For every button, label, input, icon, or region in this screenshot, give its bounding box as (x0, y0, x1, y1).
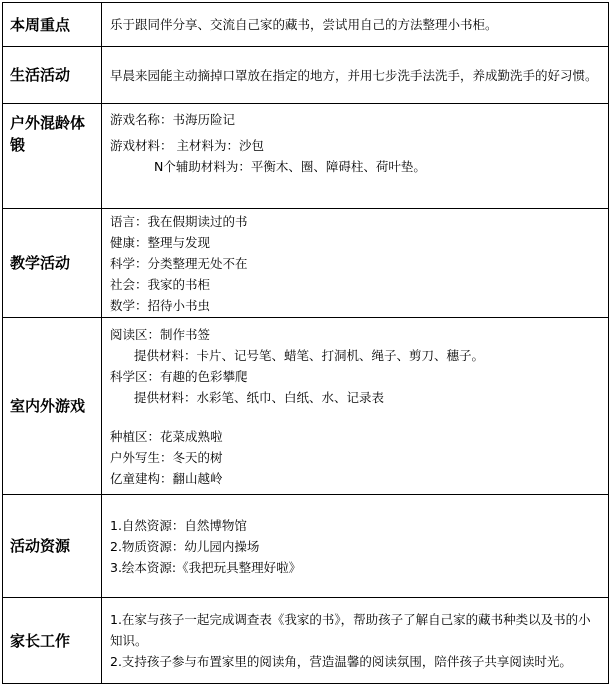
row-resources (3, 495, 609, 598)
list-item: 语言：我在假期读过的书 (110, 213, 248, 229)
row-outdoor (3, 104, 609, 209)
life-text: 早晨来园能主动摘掉口罩放在指定的地方，并用七步洗手法洗手，养成勤洗手的好习惯。 (110, 67, 598, 83)
weekly-plan-table (2, 2, 609, 684)
row-content (102, 209, 609, 318)
row-games (3, 318, 609, 495)
list-item: 2.支持孩子参与布置家里的阅读角，营造温馨的阅读氛围，陪伴孩子共享阅读时光。 (110, 654, 572, 669)
row-header: 室内外游戏 (3, 318, 102, 495)
row-header: 家长工作 (3, 598, 102, 684)
science-materials: 提供材料：水彩笔、纸巾、白纸、水、记录表 (134, 389, 385, 405)
row-header: 户外混龄体锻 (3, 104, 102, 209)
row-header: 生活活动 (3, 47, 102, 104)
building-area: 亿童建构：翻山越岭 (110, 470, 223, 486)
list-item: 1.在家与孩子一起完成调查表《我家的书》，帮助孩子了解自己家的藏书种类以及书的小知识。 (110, 612, 591, 648)
reading-materials: 提供材料：卡片、记号笔、蜡笔、打洞机、绳子、剪刀、穗子。 (134, 347, 485, 363)
row-header: 教学活动 (3, 209, 102, 318)
row-focus (3, 3, 609, 47)
row-header: 本周重点 (3, 3, 102, 47)
list-item: 2.物质资源：幼儿园内操场 (110, 538, 260, 554)
game-material-aux: N个辅助材料为：平衡木、圈、障碍柱、荷叶垫。 (154, 159, 426, 174)
game-material-main: 游戏材料： 主材料为：沙包 (110, 138, 264, 153)
focus-text: 乐于跟同伴分享、交流自己家的藏书，尝试用自己的方法整理小书柜。 (110, 17, 498, 32)
row-content (102, 598, 609, 684)
list-item: 3.绘本资源:《我把玩具整理好啦》 (110, 559, 302, 575)
list-item: 数学：招待小书虫 (110, 297, 211, 313)
row-content (102, 495, 609, 598)
row-content (102, 3, 609, 47)
row-life (3, 47, 609, 104)
outdoor-sketch: 户外写生：冬天的树 (110, 449, 223, 465)
list-item: 1.自然资源：自然博物馆 (110, 517, 247, 533)
row-header: 活动资源 (3, 495, 102, 598)
row-content (102, 104, 609, 209)
game-name: 游戏名称：书海历险记 (110, 112, 236, 127)
row-content (102, 47, 609, 104)
science-area: 科学区：有趣的色彩攀爬 (110, 368, 248, 384)
list-item: 社会：我家的书柜 (110, 276, 211, 292)
list-item: 健康：整理与发现 (110, 234, 211, 250)
list-item: 科学：分类整理无处不在 (110, 255, 248, 271)
row-teaching (3, 209, 609, 318)
reading-area: 阅读区：制作书签 (110, 326, 211, 342)
row-parents (3, 598, 609, 684)
row-content (102, 318, 609, 495)
planting-area: 种植区：花菜成熟啦 (110, 428, 223, 444)
